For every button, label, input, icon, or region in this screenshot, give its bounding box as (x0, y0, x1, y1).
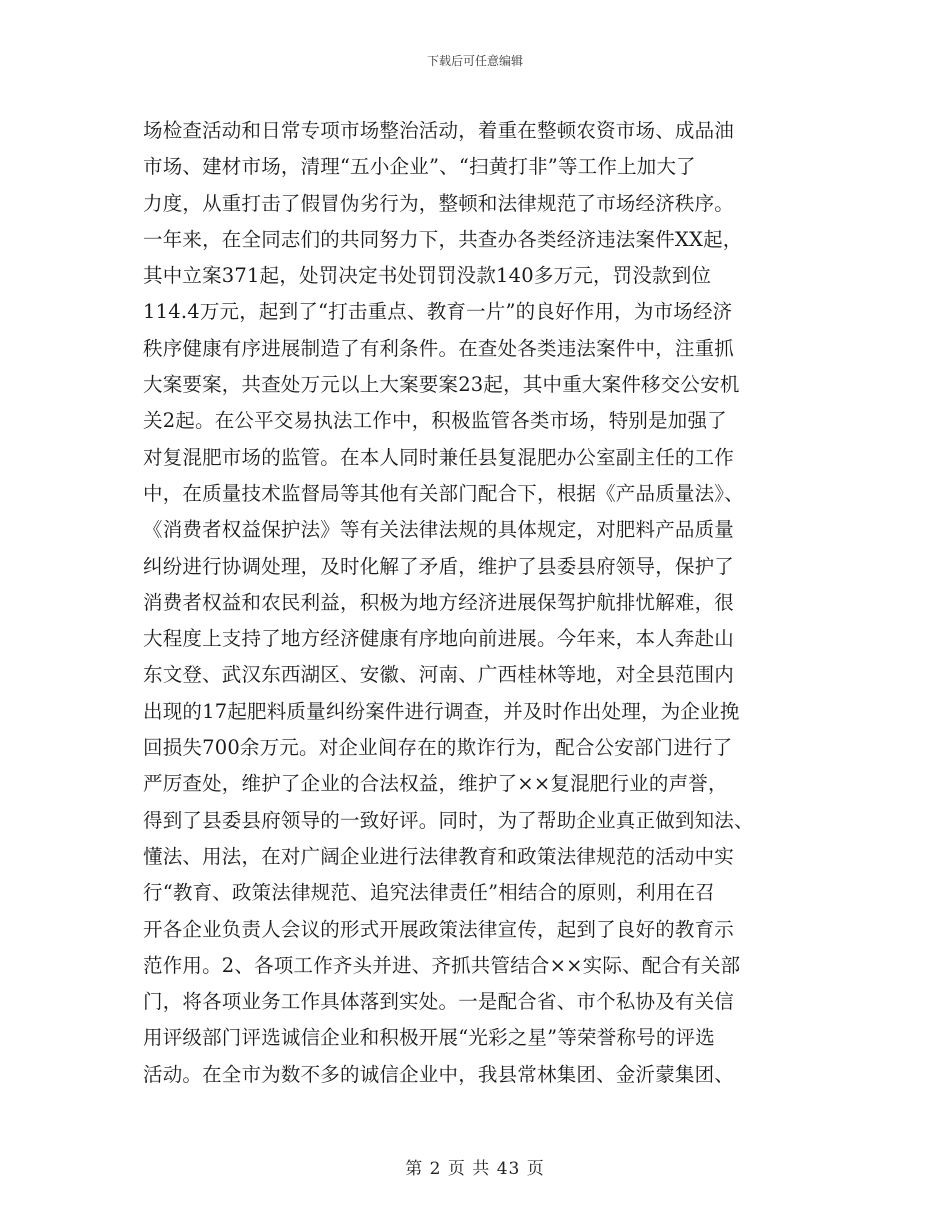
text-line: 市场、建材市场，清理“五小企业”、“扫黄打非”等工作上加大了 (143, 155, 696, 179)
text-line: 严厉查处，维护了企业的合法权益，维护了××复混肥行业的声誉， (143, 772, 728, 796)
text-line: 一年来，在全同志们的共同努力下，共查办各类经济违法案件XX起， (143, 227, 743, 251)
text-line: 出现的17起肥料质量纠纷案件进行调查，并及时作出处理，为企业挽 (143, 699, 740, 723)
text-line: 活动。在全市为数不多的诚信企业中，我县常林集团、金沂蒙集团、 (143, 1062, 735, 1086)
text-line: 门，将各项业务工作具体落到实处。一是配合省、市个私协及有关信 (143, 990, 735, 1014)
text-line: 力度，从重打击了假冒伪劣行为，整顿和法律规范了市场经济秩序。 (143, 191, 735, 215)
text-line: 关2起。在公平交易执法工作中，积极监管各类市场，特别是加强了 (143, 409, 727, 433)
page-footer: 第 2 页 共 43 页 (405, 1159, 545, 1179)
text-line: 开各企业负责人会议的形式开展政策法律宣传，起到了良好的教育示 (143, 917, 735, 941)
text-line: 得到了县委县府领导的一致好评。同时，为了帮助企业真正做到知法、 (143, 808, 754, 832)
text-line: 秩序健康有序进展制造了有利条件。在查处各类违法案件中，注重抓 (143, 336, 735, 360)
text-line: 场检查活动和日常专项市场整治活动，着重在整顿农资市场、成品油 (143, 119, 735, 142)
text-line: 中，在质量技术监督局等其他有关部门配合下，根据《产品质量法》、 (143, 481, 744, 505)
text-line: 大程度上支持了地方经济健康有序地向前进展。今年来，本人奔赴山 (143, 627, 735, 651)
text-line: 范作用。2、各项工作齐头并进、齐抓共管结合××实际、配合有关部 (143, 953, 741, 977)
text-line: 114.4万元，起到了“打击重点、教育一片”的良好作用，为市场经济 (143, 300, 733, 324)
text-line: 对复混肥市场的监管。在本人同时兼任县复混肥办公室副主任的工作 (143, 445, 735, 469)
text-line: 其中立案371起，处罚决定书处罚罚没款140多万元，罚没款到位 (143, 264, 712, 288)
text-line: 大案要案，共查处万元以上大案要案23起，其中重大案件移交公安机 (143, 373, 740, 397)
text-line: 回损失700余万元。对企业间存在的欺诈行为，配合公安部门进行了 (143, 736, 733, 760)
text-line: 东文登、武汉东西湖区、安徽、河南、广西桂林等地，对全县范围内 (143, 663, 735, 687)
text-line: 行“教育、政策法律规范、追究法律责任”相结合的原则，利用在召 (143, 881, 715, 905)
body-text (143, 113, 813, 1093)
text-line: 纠纷进行协调处理，及时化解了矛盾，维护了县委县府领导，保护了 (143, 554, 735, 578)
page-header: 下载后可任意编辑 (426, 54, 523, 68)
text-line: 懂法、用法，在对广阔企业进行法律教育和政策法律规范的活动中实 (143, 844, 735, 868)
text-line: 用评级部门评选诚信企业和积极开展“光彩之星”等荣誉称号的评选 (143, 1026, 715, 1050)
text-line: 消费者权益和农民利益，积极为地方经济进展保驾护航排忧解难，很 (143, 590, 735, 614)
text-line: 《消费者权益保护法》等有关法律法规的具体规定，对肥料产品质量 (143, 518, 735, 542)
